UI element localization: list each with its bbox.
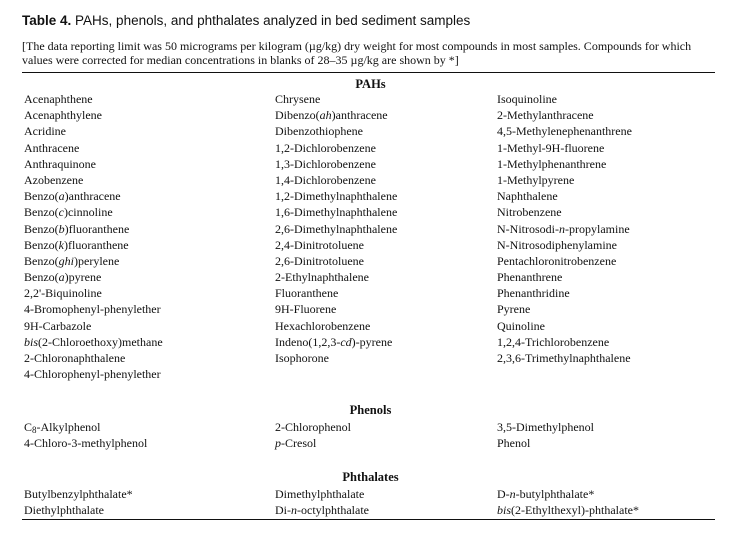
compound-entry: 4-Bromophenyl-phenylether (24, 302, 161, 317)
compound-entry: 2-Chlorophenol (275, 420, 351, 434)
table-note (22, 39, 722, 67)
phthalates-column-2 (275, 486, 369, 518)
compound-entry: Anthraquinone (24, 156, 96, 171)
compound-entry: Isoquinoline (497, 92, 557, 106)
compound-entry: 2-Methylanthracene (497, 108, 594, 123)
compound-entry: bis(2-Chloroethoxy)methane (24, 334, 163, 349)
phenols-column-3 (497, 419, 594, 451)
compound-entry: 3,5-Dimethylphenol (497, 420, 594, 434)
compound-entry: Benzo(b)fluoranthene (24, 221, 130, 236)
compound-entry: Indeno(1,2,3-cd)-pyrene (275, 334, 393, 349)
compound-entry: 1,2,4-Trichlorobenzene (497, 334, 610, 349)
phthalates-column-1 (24, 486, 133, 518)
compound-entry: Naphthalene (497, 189, 558, 204)
table-title (22, 13, 470, 28)
compound-entry: Phenol (497, 436, 531, 451)
compound-entry: Anthracene (24, 140, 80, 155)
table-number: Table 4. (22, 13, 72, 28)
compound-entry: Diethylphthalate (24, 503, 104, 518)
compound-entry: Benzo(k)fluoranthene (24, 237, 129, 252)
compound-entry: Phenanthrene (497, 270, 563, 285)
compound-entry: Nitrobenzene (497, 205, 562, 220)
compound-entry: 1-Methylphenanthrene (497, 156, 607, 171)
table-bottom-rule (22, 519, 715, 520)
pahs-column-2 (275, 91, 397, 366)
compound-entry: Phenanthridine (497, 286, 570, 301)
compound-entry: 1,2-Dichlorobenzene (275, 140, 376, 155)
phenols-column-2 (275, 419, 351, 451)
compound-entry: Dimethylphthalate (275, 487, 365, 501)
phthalates-column-3 (497, 486, 639, 518)
compound-entry: 1,2-Dimethylnaphthalene (275, 189, 398, 204)
compound-entry: 2,6-Dimethylnaphthalene (275, 221, 398, 236)
compound-entry: 2,3,6-Trimethylnaphthalene (497, 351, 631, 365)
compound-entry: D-n-butylphthalate* (497, 487, 595, 501)
compound-entry: 2-Ethylnaphthalene (275, 270, 369, 285)
compound-entry: 1,3-Dichlorobenzene (275, 156, 376, 171)
compound-entry: Chrysene (275, 92, 321, 106)
compound-entry: Benzo(a)anthracene (24, 189, 121, 204)
compound-entry: 2-Chloronaphthalene (24, 351, 126, 365)
compound-entry: Butylbenzylphthalate* (24, 487, 133, 501)
compound-entry: N-Nitrosodi-n-propylamine (497, 221, 630, 236)
compound-entry: 1-Methyl-9H-fluorene (497, 140, 605, 155)
compound-entry: Dibenzo(ah)anthracene (275, 108, 388, 123)
compound-entry: Hexachlorobenzene (275, 318, 371, 333)
compound-entry: bis(2-Ethylthexyl)-phthalate* (497, 503, 639, 518)
compound-entry: Benzo(ghi)perylene (24, 253, 120, 268)
compound-entry: 4-Chloro-3-methylphenol (24, 436, 148, 451)
compound-entry: 1,6-Dimethylnaphthalene (275, 205, 398, 220)
pahs-column-1 (24, 91, 163, 382)
compound-entry: 4,5-Methylenephenanthrene (497, 124, 632, 139)
compound-entry: 2,2'-Biquinoline (24, 286, 102, 301)
phenols-column-1 (24, 419, 147, 451)
compound-entry: Acenaphthene (24, 92, 93, 106)
table-caption: PAHs, phenols, and phthalates analyzed in bed sediment samples (75, 13, 471, 28)
compound-entry: Pyrene (497, 302, 531, 317)
compound-entry: 2,4-Dinitrotoluene (275, 237, 364, 252)
compound-entry: 1-Methylpyrene (497, 172, 575, 187)
section-heading-pahs: PAHs (355, 77, 386, 91)
compound-entry: Isophorone (275, 351, 329, 365)
compound-entry: Di-n-octylphthalate (275, 503, 369, 518)
compound-entry: Azobenzene (24, 172, 84, 187)
compound-entry: 9H-Carbazole (24, 318, 92, 333)
table-top-rule (22, 72, 715, 73)
table-note-line-2: values were corrected for median concentrations in blanks of 28–35 µg/kg are shown by *] (22, 53, 459, 67)
compound-entry: 9H-Fluorene (275, 302, 337, 317)
compound-entry: Acenaphthylene (24, 108, 102, 123)
compound-entry: 4-Chlorophenyl-phenylether (24, 367, 161, 382)
section-heading-phthalates: Phthalates (342, 470, 399, 484)
compound-entry: 1,4-Dichlorobenzene (275, 172, 376, 187)
compound-entry: p-Cresol (275, 436, 317, 451)
compound-entry: Pentachloronitrobenzene (497, 253, 617, 268)
compound-entry: 2,6-Dinitrotoluene (275, 253, 364, 268)
compound-entry: N-Nitrosodiphenylamine (497, 237, 617, 252)
compound-entry: Quinoline (497, 318, 545, 333)
compound-entry: $C_8$-Alkylphenol (24, 420, 101, 435)
compound-entry: Acridine (24, 124, 66, 139)
table-note-line-1: [The data reporting limit was 50 micrograms per kilogram (µg/kg) dry weight for most compounds in most samples. Compounds for which (22, 39, 692, 53)
pahs-column-3 (497, 91, 632, 366)
compound-entry: Benzo(c)cinnoline (24, 205, 113, 220)
compound-entry: Fluoranthene (275, 286, 339, 301)
compound-entry: Dibenzothiophene (275, 124, 363, 139)
section-heading-phenols: Phenols (349, 403, 392, 417)
compound-entry: Benzo(a)pyrene (24, 270, 102, 285)
